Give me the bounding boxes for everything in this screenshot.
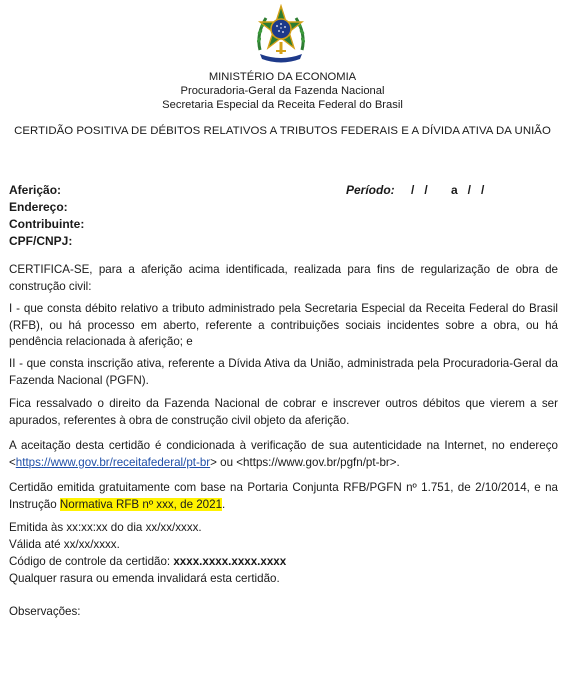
- receita-federal-link[interactable]: https://www.gov.br/receitafederal/pt-br: [15, 455, 211, 469]
- control-code-line: [9, 554, 286, 570]
- control-code-label: Código de controle da certidão:: [9, 555, 174, 568]
- field-cpf-cnpj-label: CPF/CNPJ:: [9, 234, 73, 248]
- certifica-paragraph: CERTIFICA-SE, para a aferição acima identificada, realizada para fins de regularização de obra de construção civil:: [9, 263, 558, 293]
- reservation-paragraph: Fica ressalvado o direito da Fazenda Nacional de cobrar e inscrever outros débitos que vierem a ser apurados, referentes à obra de construção civil objeto da aferição.: [9, 397, 558, 427]
- authenticity-text-end: > ou <https://www.gov.br/pgfn/pt-br>.: [210, 455, 400, 469]
- field-afericao-label: Aferição:: [9, 183, 62, 197]
- periodo-field: [346, 182, 485, 198]
- issued-line: Emitida às xx:xx:xx do dia xx/xx/xxxx.: [9, 521, 202, 534]
- authenticity-text-start: A aceitação desta certidão é condicionada à verificação de sua autenticidade na Internet, no endereço <: [9, 439, 558, 469]
- agency-name: Procuradoria-Geral da Fazenda Nacional: [180, 85, 385, 97]
- secretariat-name: Secretaria Especial da Receita Federal do Brasil: [162, 99, 403, 111]
- certificate-title: CERTIDÃO POSITIVA DE DÉBITOS RELATIVOS A TRIBUTOS FEDERAIS E A DÍVIDA ATIVA DA UNIÃO: [14, 125, 551, 137]
- observacoes-label: Observações:: [9, 605, 81, 618]
- field-contribuinte-label: Contribuinte:: [9, 217, 85, 231]
- periodo-label: Período:: [346, 183, 395, 197]
- control-code-value: xxxx.xxxx.xxxx.xxxx: [173, 555, 287, 568]
- warning-line: Qualquer rasura ou emenda invalidará esta certidão.: [9, 572, 280, 585]
- clause-two-paragraph: II - que consta inscrição ativa, referente a Dívida Ativa da União, administrada pela Procuradoria-Geral da Fazenda Nacional (PGFN).: [9, 357, 558, 387]
- legal-basis-text-start: Certidão emitida gratuitamente com base na Portaria Conjunta RFB/PGFN nº 1.751, de 2/10/2014, e na Instrução: [9, 481, 558, 511]
- periodo-dates: / / a / /: [411, 183, 485, 197]
- clause-one-paragraph: I - que consta débito relativo a tributo administrado pela Secretaria Especial da Receita Federal do Brasil (RFB), ou há processo em aberto, referente a contribuições sociais incidentes sobre a obra, ou há pendência relacionada à aferição; e: [9, 302, 558, 348]
- legal-basis-text-end: .: [222, 497, 226, 511]
- field-endereco-label: Endereço:: [9, 200, 68, 214]
- valid-line: Válida até xx/xx/xxxx.: [9, 538, 120, 551]
- brazil-coat-of-arms-icon: [250, 4, 312, 66]
- legal-basis-paragraph: [9, 480, 558, 513]
- normativa-highlight: Normativa RFB nº xxx, de 2021: [59, 497, 223, 511]
- authenticity-paragraph: [9, 438, 558, 471]
- ministry-name: MINISTÉRIO DA ECONOMIA: [208, 71, 357, 83]
